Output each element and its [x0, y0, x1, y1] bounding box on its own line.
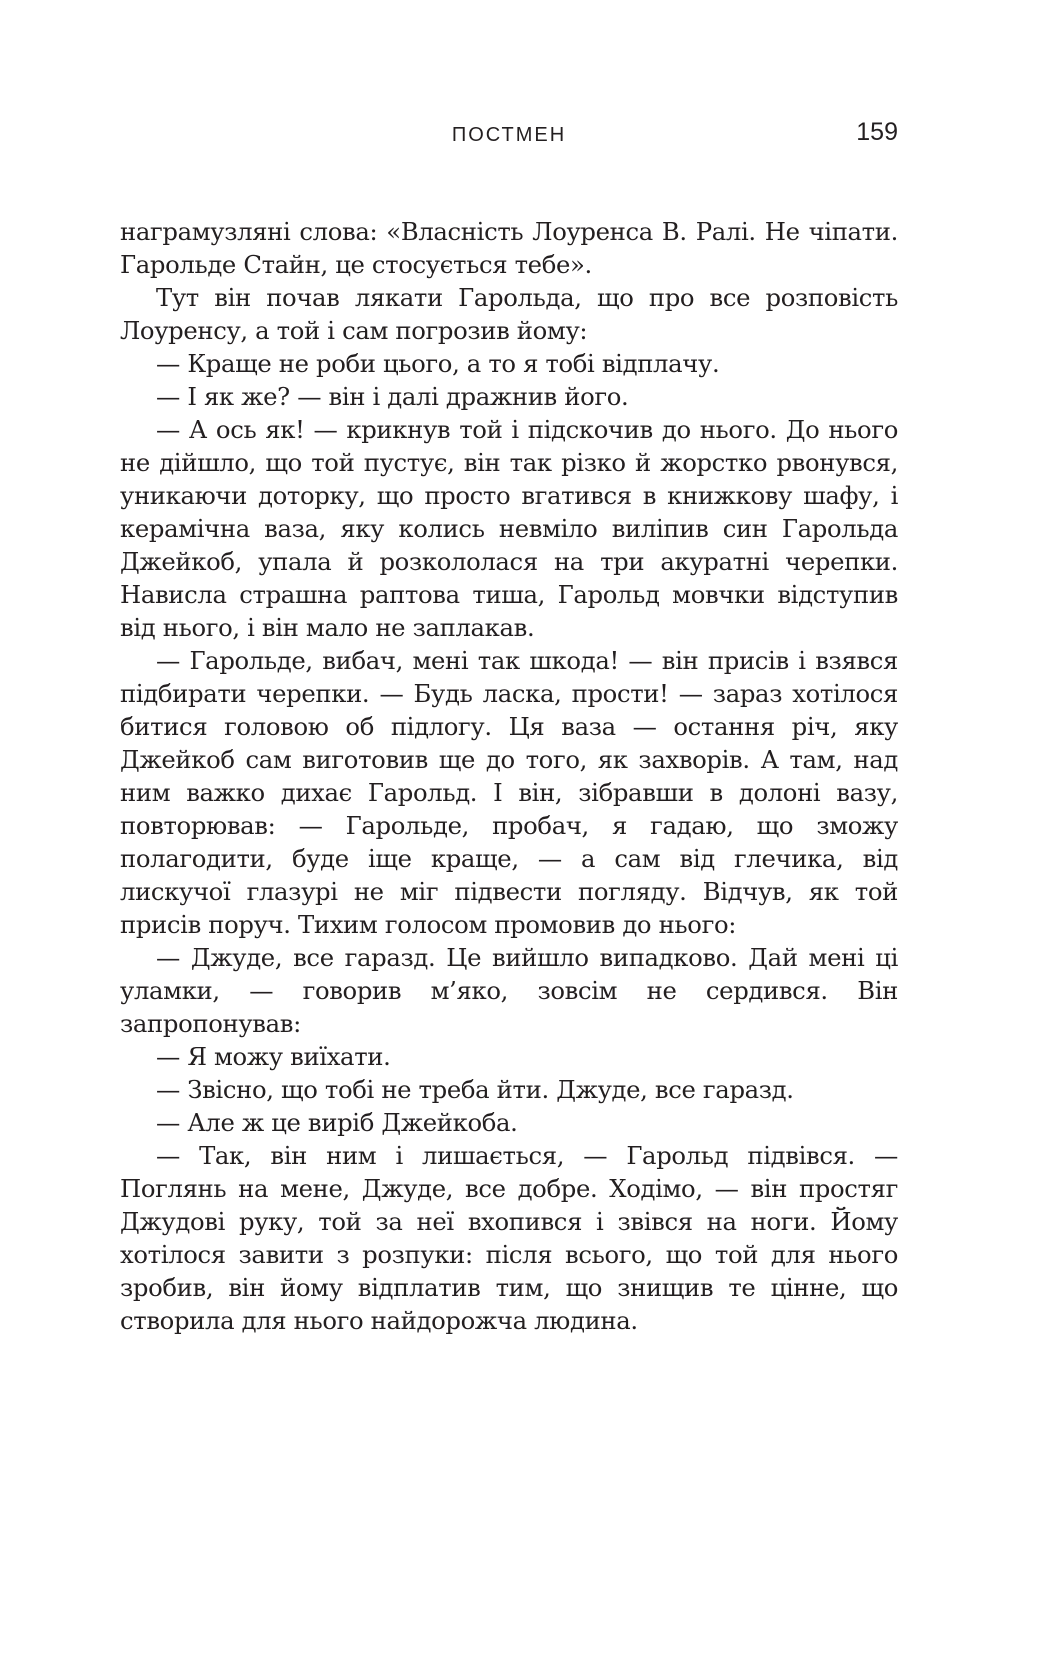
- dialogue-line: — Краще не роби цього, а то я тобі відплачу.: [156, 349, 720, 378]
- paragraph: — Джуде, все гаразд. Це вийшло випадково. Дай мені ці уламки, — говорив м’яко, зовсім не сердився. Він запропонував:: [120, 943, 898, 1038]
- dialogue-line: — Я можу виїхати.: [156, 1042, 391, 1071]
- paragraph: — А ось як! — крикнув той і підскочив до нього. До нього не дійшло, що той пустує, він так різко й жорстко рвонувся, уникаючи доторку, що просто вгатився в книжкову шафу, і керамічна ваза, яку колись невміло виліпив син Гарольда Джейкоб, упала й розкололася на три акуратні черепки. Нависла страшна раптова тиша, Гарольд мовчки відступив від нього, і він мало не заплакав.: [120, 415, 898, 642]
- paragraph: — Гарольде, вибач, мені так шкода! — він присів і взявся підбирати черепки. — Будь ласка, прости! — зараз хотілося битися головою об підлогу. Ця ваза — остання річ, яку Джейкоб сам виготовив ще до того, як захворів. А там, над ним важко дихає Гарольд. І він, зібравши в долоні вазу, повторював: — Гарольде, пробач, я гадаю, що зможу полагодити, буде іще краще, — а сам від глечика, від лискучої глазурі не міг підвести погляду. Відчув, як той присів поруч. Тихим голосом промовив до нього:: [120, 646, 898, 939]
- dialogue-line: — Звісно, що тобі не треба йти. Джуде, все гаразд.: [156, 1075, 794, 1104]
- body-text: [120, 215, 898, 1337]
- paragraph: Тут він почав лякати Гарольда, що про все розповість Лоуренсу, а той і сам погрозив йому:: [120, 283, 898, 345]
- running-head-title: ПОСТМЕН: [451, 124, 567, 146]
- dialogue-line: — Але ж це виріб Джейкоба.: [156, 1108, 518, 1137]
- page-number: 159: [856, 118, 898, 146]
- paragraph: — Так, він ним і лишається, — Гарольд підвівся. — Поглянь на мене, Джуде, все добре. Ходімо, — він простяг Джудові руку, той за неї вхопився і звівся на ноги. Йому хотілося завити з розпуки: після всього, що той для нього зробив, він йому відплатив тим, що знищив те цінне, що створила для нього найдорожча людина.: [120, 1141, 898, 1335]
- dialogue-line: — І як же? — він і далі дражнив його.: [156, 382, 629, 411]
- paragraph: награмузляні слова: «Власність Лоуренса В. Ралі. Не чіпати. Гарольде Стайн, це стосується тебе».: [120, 217, 898, 279]
- running-head: [120, 118, 898, 148]
